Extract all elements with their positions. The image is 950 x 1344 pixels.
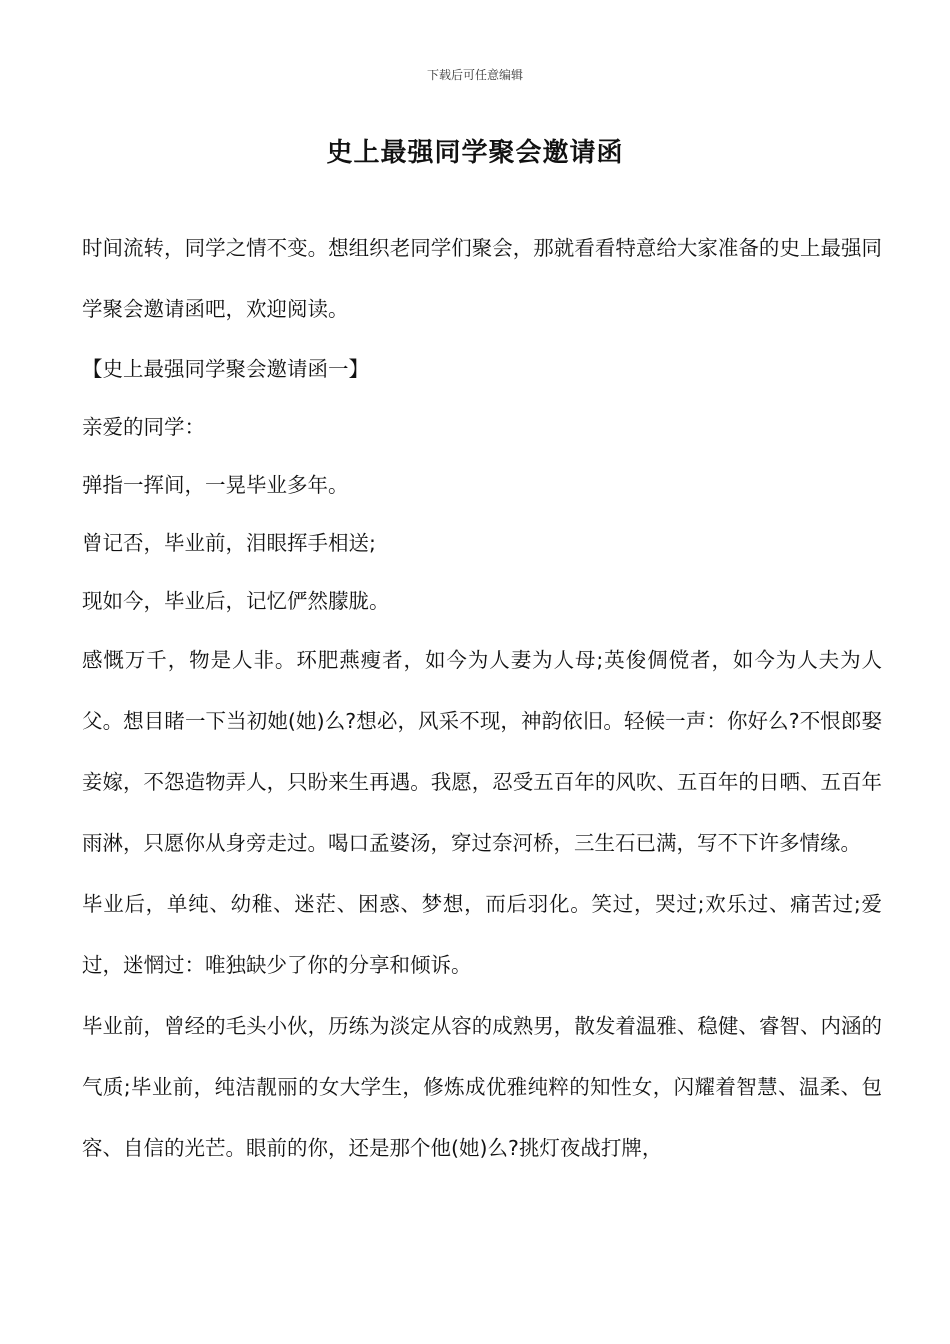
paragraph: 感慨万千，物是人非。环肥燕瘦者，如今为人妻为人母;英俊倜傥者，如今为人夫为人父。想目睹一下当初她(她)么?想必，风采不现，神韵依旧。轻候一声：你好么?不恨郎娶妾嫁，不怨造物弄人，只盼来生再遇。我愿，忍受五百年的风吹、五百年的日晒、五百年雨淋，只愿你从身旁走过。喝口孟婆汤，穿过奈河桥，三生石已满，写不下许多情缘。: [82, 648, 882, 855]
paragraph-intro: 时间流转，同学之情不变。想组织老同学们聚会，那就看看特意给大家准备的史上最强同学聚会邀请函吧，欢迎阅读。: [82, 236, 882, 321]
section-heading: 【史上最强同学聚会邀请函一】: [82, 357, 369, 381]
page-header-note: 下载后可任意编辑: [426, 68, 523, 82]
paragraph: 现如今，毕业后，记忆俨然朦胧。: [82, 589, 390, 613]
paragraph: 曾记否，毕业前，泪眼挥手相送;: [82, 531, 376, 555]
paragraph: 毕业前，曾经的毛头小伙，历练为淡定从容的成熟男，散发着温雅、稳健、睿智、内涵的气质;毕业前，纯洁靓丽的女大学生，修炼成优雅纯粹的知性女，闪耀着智慧、温柔、包容、自信的光芒。眼前的你，还是那个他(她)么?挑灯夜战打牌，: [82, 1014, 882, 1160]
paragraph: 弹指一挥间，一晃毕业多年。: [82, 473, 349, 497]
document-title: 史上最强同学聚会邀请函: [326, 138, 624, 168]
paragraph: 毕业后，单纯、幼稚、迷茫、困惑、梦想，而后羽化。笑过，哭过;欢乐过、痛苦过;爱过，迷惘过：唯独缺少了你的分享和倾诉。: [82, 892, 882, 977]
paragraph-salutation: 亲爱的同学：: [82, 415, 205, 439]
document-body: [82, 218, 882, 1179]
